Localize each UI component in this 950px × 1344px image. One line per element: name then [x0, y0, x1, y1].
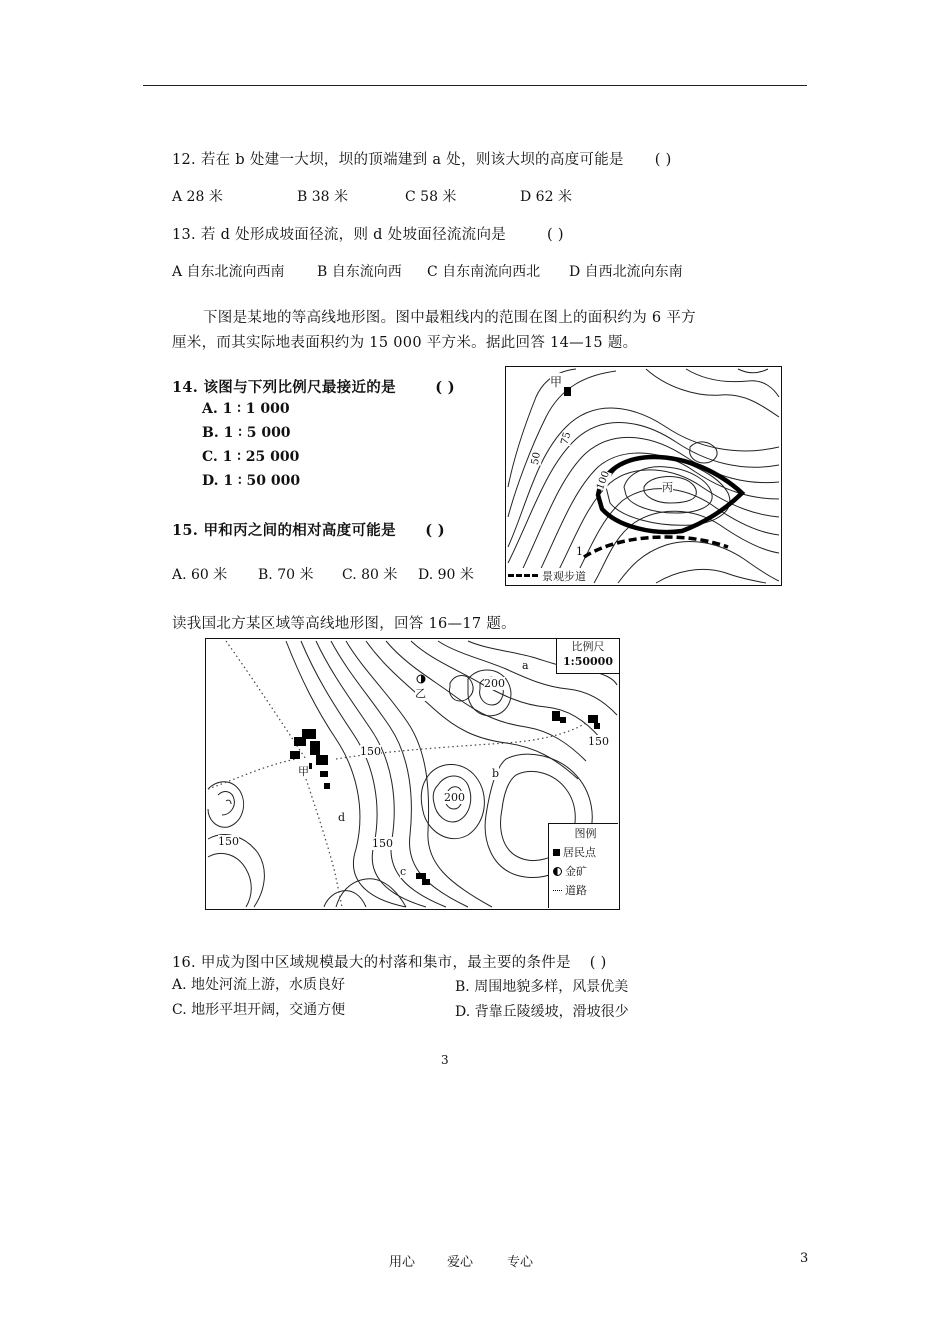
map2-contour-label-150-center: 150	[360, 745, 381, 758]
map2-legend-title: 图例	[574, 827, 597, 840]
q15-option-c: C. 80 米	[342, 567, 398, 583]
map2-contour-label-150-east: 150	[588, 735, 609, 748]
intro14-line1: 下图是某地的等高线地形图。图中最粗线内的范围在图上的面积约为 6 平方	[203, 310, 696, 326]
goldmine-icon	[553, 867, 562, 876]
map1-contour-label-100: 100	[595, 469, 612, 492]
q13-answer-paren: ( )	[547, 227, 564, 243]
q14-stem	[172, 376, 455, 397]
q16-option-a: A. 地处河流上游，水质良好	[172, 977, 346, 993]
q15-stem	[172, 519, 445, 540]
q13-stem-text: 13. 若 d 处形成坡面径流，则 d 处坡面径流流向是	[172, 227, 507, 243]
footer-word-1: 用心	[389, 1255, 416, 1270]
q12-option-c: C 58 米	[405, 189, 457, 205]
header-rule	[143, 85, 807, 86]
map2-settlement-east	[552, 711, 600, 729]
q14-option-a: A. 1 ∶ 1 000	[202, 401, 290, 417]
intro14-line2: 厘米，而其实际地表面积约为 15 000 平方米。据此回答 14—15 题。	[172, 335, 638, 351]
map2-label-jia: 甲	[298, 765, 309, 778]
map1-contour-label-50: 50	[529, 451, 543, 466]
map2-contour-label-150-south: 150	[372, 837, 393, 850]
map2-legend-settlement	[553, 843, 618, 862]
map1-contour-label-75: 75	[559, 430, 574, 447]
map2-contour-label-200-north: 200	[484, 677, 505, 690]
map2-label-yi: 乙	[415, 687, 426, 700]
q12-option-a: A 28 米	[172, 189, 223, 205]
q15-answer-paren: ( )	[425, 522, 445, 539]
q13-stem	[172, 223, 564, 244]
map2-label-c: c	[400, 865, 407, 878]
q15-option-b: B. 70 米	[258, 567, 314, 583]
page-number-footer: 3	[800, 1251, 809, 1266]
footer-word-2: 爱心	[447, 1255, 474, 1270]
contour-map-1	[505, 366, 782, 586]
q16-stem	[172, 951, 607, 972]
footer-word-3: 专心	[507, 1255, 534, 1270]
q12-answer-paren: ( )	[654, 152, 672, 168]
map2-contour-label-200-center: 200	[444, 791, 465, 804]
q15-stem-text: 15. 甲和丙之间的相对高度可能是	[172, 522, 396, 539]
map1-label-jia: 甲	[550, 375, 563, 389]
map1-label-1: 1	[576, 545, 583, 558]
q13-option-d: D 自西北流向东南	[569, 264, 683, 280]
map2-settlement-jia	[290, 729, 330, 789]
q15-option-a: A. 60 米	[172, 567, 228, 583]
map1-legend	[508, 568, 590, 583]
q16-option-c: C. 地形平坦开阔，交通方便	[172, 1002, 346, 1018]
q14-option-b: B. 1 ∶ 5 000	[202, 425, 291, 441]
map2-label-a: a	[522, 659, 529, 672]
trail-legend-icon	[508, 574, 538, 577]
contour-map-1-drawing	[506, 367, 781, 585]
q12-stem	[172, 148, 672, 169]
q15-option-d: D. 90 米	[418, 567, 474, 583]
q14-option-c: C. 1 ∶ 25 000	[202, 449, 300, 465]
map2-legend-box	[548, 823, 618, 908]
q13-option-b: B 自东流向西	[317, 264, 402, 280]
q16-answer-paren: ( )	[589, 955, 607, 971]
q14-answer-paren: ( )	[435, 379, 455, 396]
q16-stem-text: 16. 甲成为图中区域规模最大的村落和集市，最主要的条件是	[172, 955, 571, 971]
map2-legend-goldmine	[553, 862, 618, 881]
map2-legend-goldmine-label: 金矿	[565, 865, 587, 878]
q13-option-a: A 自东北流向西南	[172, 264, 285, 280]
map2-legend-road	[553, 881, 618, 900]
settlement-icon	[553, 849, 560, 856]
map2-legend-road-label: 道路	[565, 884, 587, 897]
intro16-line: 读我国北方某区域等高线地形图，回答 16—17 题。	[172, 616, 516, 632]
road-icon	[553, 890, 562, 891]
q12-stem-text: 12. 若在 b 处建一大坝，坝的顶端建到 a 处，则该大坝的高度可能是	[172, 152, 624, 168]
map2-label-d: d	[338, 811, 346, 824]
q13-option-c: C 自东南流向西北	[427, 264, 541, 280]
map1-building-jia	[564, 387, 571, 396]
q16-option-b: B. 周围地貌多样，风景优美	[455, 979, 629, 995]
page-number-center: 3	[441, 1053, 449, 1067]
map2-label-b: b	[492, 767, 500, 780]
map2-scale-title: 比例尺	[571, 640, 605, 653]
map2-scale-value: 1:50000	[563, 655, 613, 668]
map2-goldmine-yi	[417, 675, 425, 683]
q16-option-d: D. 背靠丘陵缓坡，滑坡很少	[455, 1004, 629, 1020]
q14-stem-text: 14. 该图与下列比例尺最接近的是	[172, 379, 396, 396]
map2-contour-label-150-west: 150	[218, 835, 239, 848]
map1-label-bing: 丙	[662, 481, 673, 494]
q12-option-d: D 62 米	[520, 189, 572, 205]
map2-legend-settlement-label: 居民点	[563, 846, 596, 859]
map1-legend-label: 景观步道	[542, 569, 586, 583]
contour-map-2	[205, 638, 620, 910]
map2-settlement-south	[416, 873, 430, 885]
q12-option-b: B 38 米	[297, 189, 349, 205]
map2-scale-box	[556, 639, 619, 674]
q14-option-d: D. 1 ∶ 50 000	[202, 473, 301, 489]
